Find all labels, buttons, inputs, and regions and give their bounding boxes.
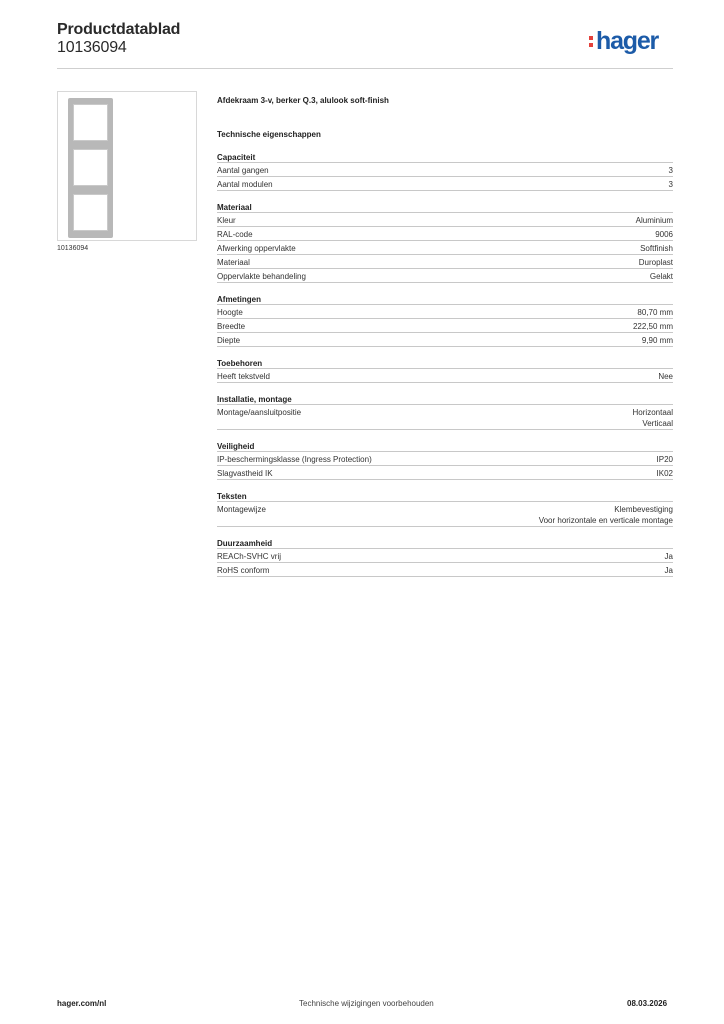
spec-row	[217, 241, 673, 255]
spec-row	[217, 405, 673, 430]
spec-value	[650, 271, 673, 282]
product-name: Afdekraam 3-v, berker Q.3, alulook soft-finish	[217, 96, 389, 105]
spec-value	[539, 504, 673, 526]
spec-value-line: Horizontaal	[632, 408, 673, 417]
spec-value-line: Verticaal	[642, 419, 673, 428]
section-title: Installatie, montage	[217, 394, 673, 405]
spec-row	[217, 563, 673, 577]
spec-row	[217, 319, 673, 333]
spec-label: Hoogte	[217, 308, 243, 317]
spec-section	[217, 202, 673, 283]
spec-row	[217, 213, 673, 227]
section-title: Duurzaamheid	[217, 538, 673, 549]
spec-row	[217, 177, 673, 191]
spec-section	[217, 394, 673, 430]
footer-date: 08.03.2026	[627, 999, 668, 1008]
image-caption: 10136094	[57, 245, 89, 252]
frame-opening	[73, 149, 108, 186]
spec-value-line: 9,90 mm	[641, 336, 673, 345]
spec-label: Oppervlakte behandeling	[217, 272, 306, 281]
spec-value	[665, 565, 673, 576]
spec-value-line: Klembevestiging	[614, 505, 673, 514]
spec-row	[217, 227, 673, 241]
spec-value	[669, 165, 673, 176]
spec-label: Kleur	[217, 216, 236, 225]
spec-value-line: Nee	[658, 372, 673, 381]
spec-value-line: 3	[668, 180, 673, 189]
spec-value-line: Duroplast	[638, 258, 673, 267]
spec-value	[633, 407, 673, 429]
spec-value	[655, 229, 673, 240]
spec-value	[657, 454, 673, 465]
spec-section	[217, 358, 673, 383]
spec-label: Materiaal	[217, 258, 250, 267]
spec-row	[217, 466, 673, 480]
spec-row	[217, 369, 673, 383]
product-image	[57, 91, 197, 241]
spec-row	[217, 305, 673, 319]
spec-row	[217, 333, 673, 347]
spec-row	[217, 452, 673, 466]
spec-section	[217, 538, 673, 577]
spec-row	[217, 549, 673, 563]
spec-value	[639, 257, 673, 268]
spec-label: REACh-SVHC vrij	[217, 552, 282, 561]
spec-value-line: Aluminium	[635, 216, 673, 225]
spec-value-line: Ja	[664, 552, 673, 561]
spec-value-line: Voor horizontale en verticale montage	[538, 516, 673, 525]
spec-label: Afwerking oppervlakte	[217, 244, 296, 253]
spec-label: Diepte	[217, 336, 241, 345]
logo-mark	[589, 34, 594, 50]
spec-value	[637, 307, 673, 318]
section-title: Afmetingen	[217, 294, 673, 305]
spec-sections	[217, 152, 673, 577]
spec-row	[217, 502, 673, 527]
spec-value-line: Softfinish	[640, 244, 673, 253]
footer-website: hager.com/nl	[57, 999, 107, 1008]
spec-value	[657, 468, 673, 479]
spec-section	[217, 294, 673, 347]
product-number: 10136094	[57, 39, 127, 56]
spec-value-line: 9006	[655, 230, 673, 239]
spec-value-line: 80,70 mm	[637, 308, 673, 317]
spec-section	[217, 441, 673, 480]
section-title: Materiaal	[217, 202, 673, 213]
section-title: Toebehoren	[217, 358, 673, 369]
spec-label: Breedte	[217, 322, 246, 331]
spec-value	[642, 335, 673, 346]
spec-value-line: Gelakt	[649, 272, 673, 281]
spec-value	[658, 371, 673, 382]
spec-value	[633, 321, 673, 332]
spec-label: Aantal gangen	[217, 166, 269, 175]
spec-value-line: 222,50 mm	[632, 322, 673, 331]
spec-label: Montage/aansluitpositie	[217, 408, 302, 417]
spec-label: Slagvastheid IK	[217, 469, 273, 478]
frame-opening	[73, 194, 108, 231]
spec-label: Heeft tekstveld	[217, 372, 270, 381]
spec-section	[217, 152, 673, 191]
footer-disclaimer: Technische wijzigingen voorbehouden	[299, 999, 434, 1008]
spec-section	[217, 491, 673, 527]
section-title: Veiligheid	[217, 441, 673, 452]
section-title: Capaciteit	[217, 152, 673, 163]
spec-value-line: Ja	[664, 566, 673, 575]
spec-label: Montagewijze	[217, 505, 266, 514]
spec-label: IP-beschermingsklasse (Ingress Protection)	[217, 455, 372, 464]
hager-logo: hager	[596, 27, 659, 55]
spec-content	[217, 95, 673, 577]
spec-label: RoHS conform	[217, 566, 270, 575]
spec-value	[640, 243, 673, 254]
spec-row	[217, 255, 673, 269]
spec-value	[636, 215, 673, 226]
page-title: Productdatablad	[57, 21, 181, 38]
spec-value-line: IP20	[656, 455, 673, 464]
spec-value-line: IK02	[656, 469, 673, 478]
spec-label: Aantal modulen	[217, 180, 273, 189]
technical-properties-heading: Technische eigenschappen	[217, 130, 321, 139]
section-title: Teksten	[217, 491, 673, 502]
spec-value	[665, 551, 673, 562]
spec-value	[669, 179, 673, 190]
spec-value-line: 3	[668, 166, 673, 175]
cover-frame-illustration	[68, 98, 113, 238]
spec-row	[217, 269, 673, 283]
spec-row	[217, 163, 673, 177]
spec-label: RAL-code	[217, 230, 253, 239]
header-divider	[57, 68, 673, 69]
frame-opening	[73, 104, 108, 141]
